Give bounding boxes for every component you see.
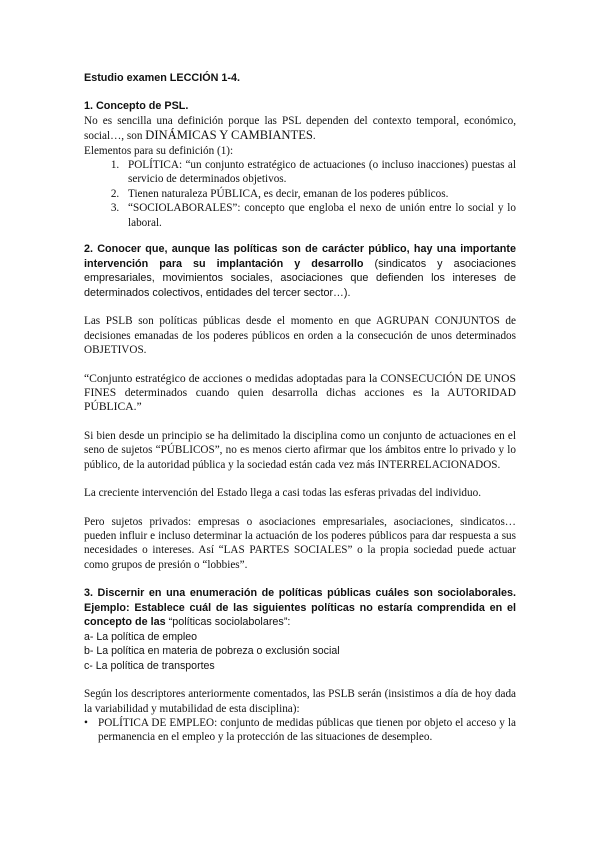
section3-heading-normal: “políticas sociolabolares”: xyxy=(165,616,291,629)
bullet-text: POLÍTICA DE EMPLEO: conjunto de medidas públicas que tienen por objeto el acceso y la permanencia en el empleo y la protección de las situaciones de desempleo. xyxy=(98,716,516,744)
section1-intro xyxy=(84,114,516,144)
section2-paragraph: Si bien desde un principio se ha delimitado la disciplina como un conjunto de actuaciones en el seno de sujetos “PÚBLICOS”, no es menos cierto afirmar que los ámbitos entre lo privado y lo público, de la autoridad pública y la sociedad están cada vez más INTERRELACIONADOS. xyxy=(84,429,516,471)
definition-item: 2. Tienen naturaleza PÚBLICA, es decir, emanan de los poderes públicos. xyxy=(122,187,516,201)
document-page xyxy=(84,66,516,745)
section2-quote: “Conjunto estratégico de acciones o medidas adoptadas para la CONSECUCIÓN DE UNOS FINES determinados cuando quien desarrolla dichas acciones es la AUTORIDAD PÚBLICA.” xyxy=(84,371,516,414)
option-item: c- La política de transportes xyxy=(84,659,215,672)
option-item: a- La política de empleo xyxy=(84,630,198,643)
section3-heading xyxy=(84,586,516,630)
section1-elements-label: Elementos para su definición (1): xyxy=(84,144,234,157)
section2-paragraph: Pero sujetos privados: empresas o asociaciones empresariales, asociaciones, sindicatos… pueden influir e incluso determinar la actuación de los poderes públicos para dar respuesta a sus necesidades o intereses. Así “LAS PARTES SOCIALES” o la propia sociedad puede actuar como grupos de presión o “lobbies”. xyxy=(84,515,516,571)
section2-heading-bold: 2. Conocer que, aunque las políticas son de carácter público, hay una importante intervención para su implantación y desarrollo xyxy=(84,243,516,270)
definition-item: 3. “SOCIOLABORALES”: concepto que engloba el nexo de unión entre lo social y lo laboral. xyxy=(122,201,516,230)
section1-intro-end: . xyxy=(312,130,316,143)
section1-intro-emphasis: DINÁMICAS Y CAMBIANTES xyxy=(145,128,313,143)
bullet-item xyxy=(84,716,516,745)
section2-heading xyxy=(84,242,516,300)
section1-intro-text: No es sencilla una definición porque las PSL dependen del contexto temporal, económico, social…, son xyxy=(84,114,516,143)
definition-list xyxy=(84,158,516,230)
section1-heading: 1. Concepto de PSL. xyxy=(84,100,189,113)
option-item: b- La política en materia de pobreza o exclusión social xyxy=(84,645,340,658)
section2-heading-normal: (sindicatos y asociaciones empresariales, movimientos sociales, asociaciones que defienden los intereses de determinados colectivos, entidades del tercer sector…). xyxy=(84,257,516,299)
document-title: Estudio examen LECCIÓN 1-4. xyxy=(84,72,240,84)
definition-item: 1. POLÍTICA: “un conjunto estratégico de actuaciones (o incluso inacciones) puestas al servicio de determinados objetivos. xyxy=(122,158,516,187)
section3-heading-bold: 3. Discernir en una enumeración de políticas públicas cuáles son sociolaborales. Ejemplo: Establece cuál de las siguientes políticas no estaría comprendida en el concepto de las xyxy=(84,587,516,629)
section3-paragraph: Según los descriptores anteriormente comentados, las PSLB serán (insistimos a día de hoy dada la variabilidad y mutabilidad de esta disciplina): xyxy=(84,688,516,715)
section2-paragraph: La creciente intervención del Estado llega a casi todas las esferas privadas del individuo. xyxy=(84,487,482,500)
section2-paragraph: Las PSLB son políticas públicas desde el momento en que AGRUPAN CONJUNTOS de decisiones emanadas de los poderes públicos en orden a la consecución de unos determinados OBJETIVOS. xyxy=(84,315,516,357)
bullet-icon: • xyxy=(84,716,88,729)
